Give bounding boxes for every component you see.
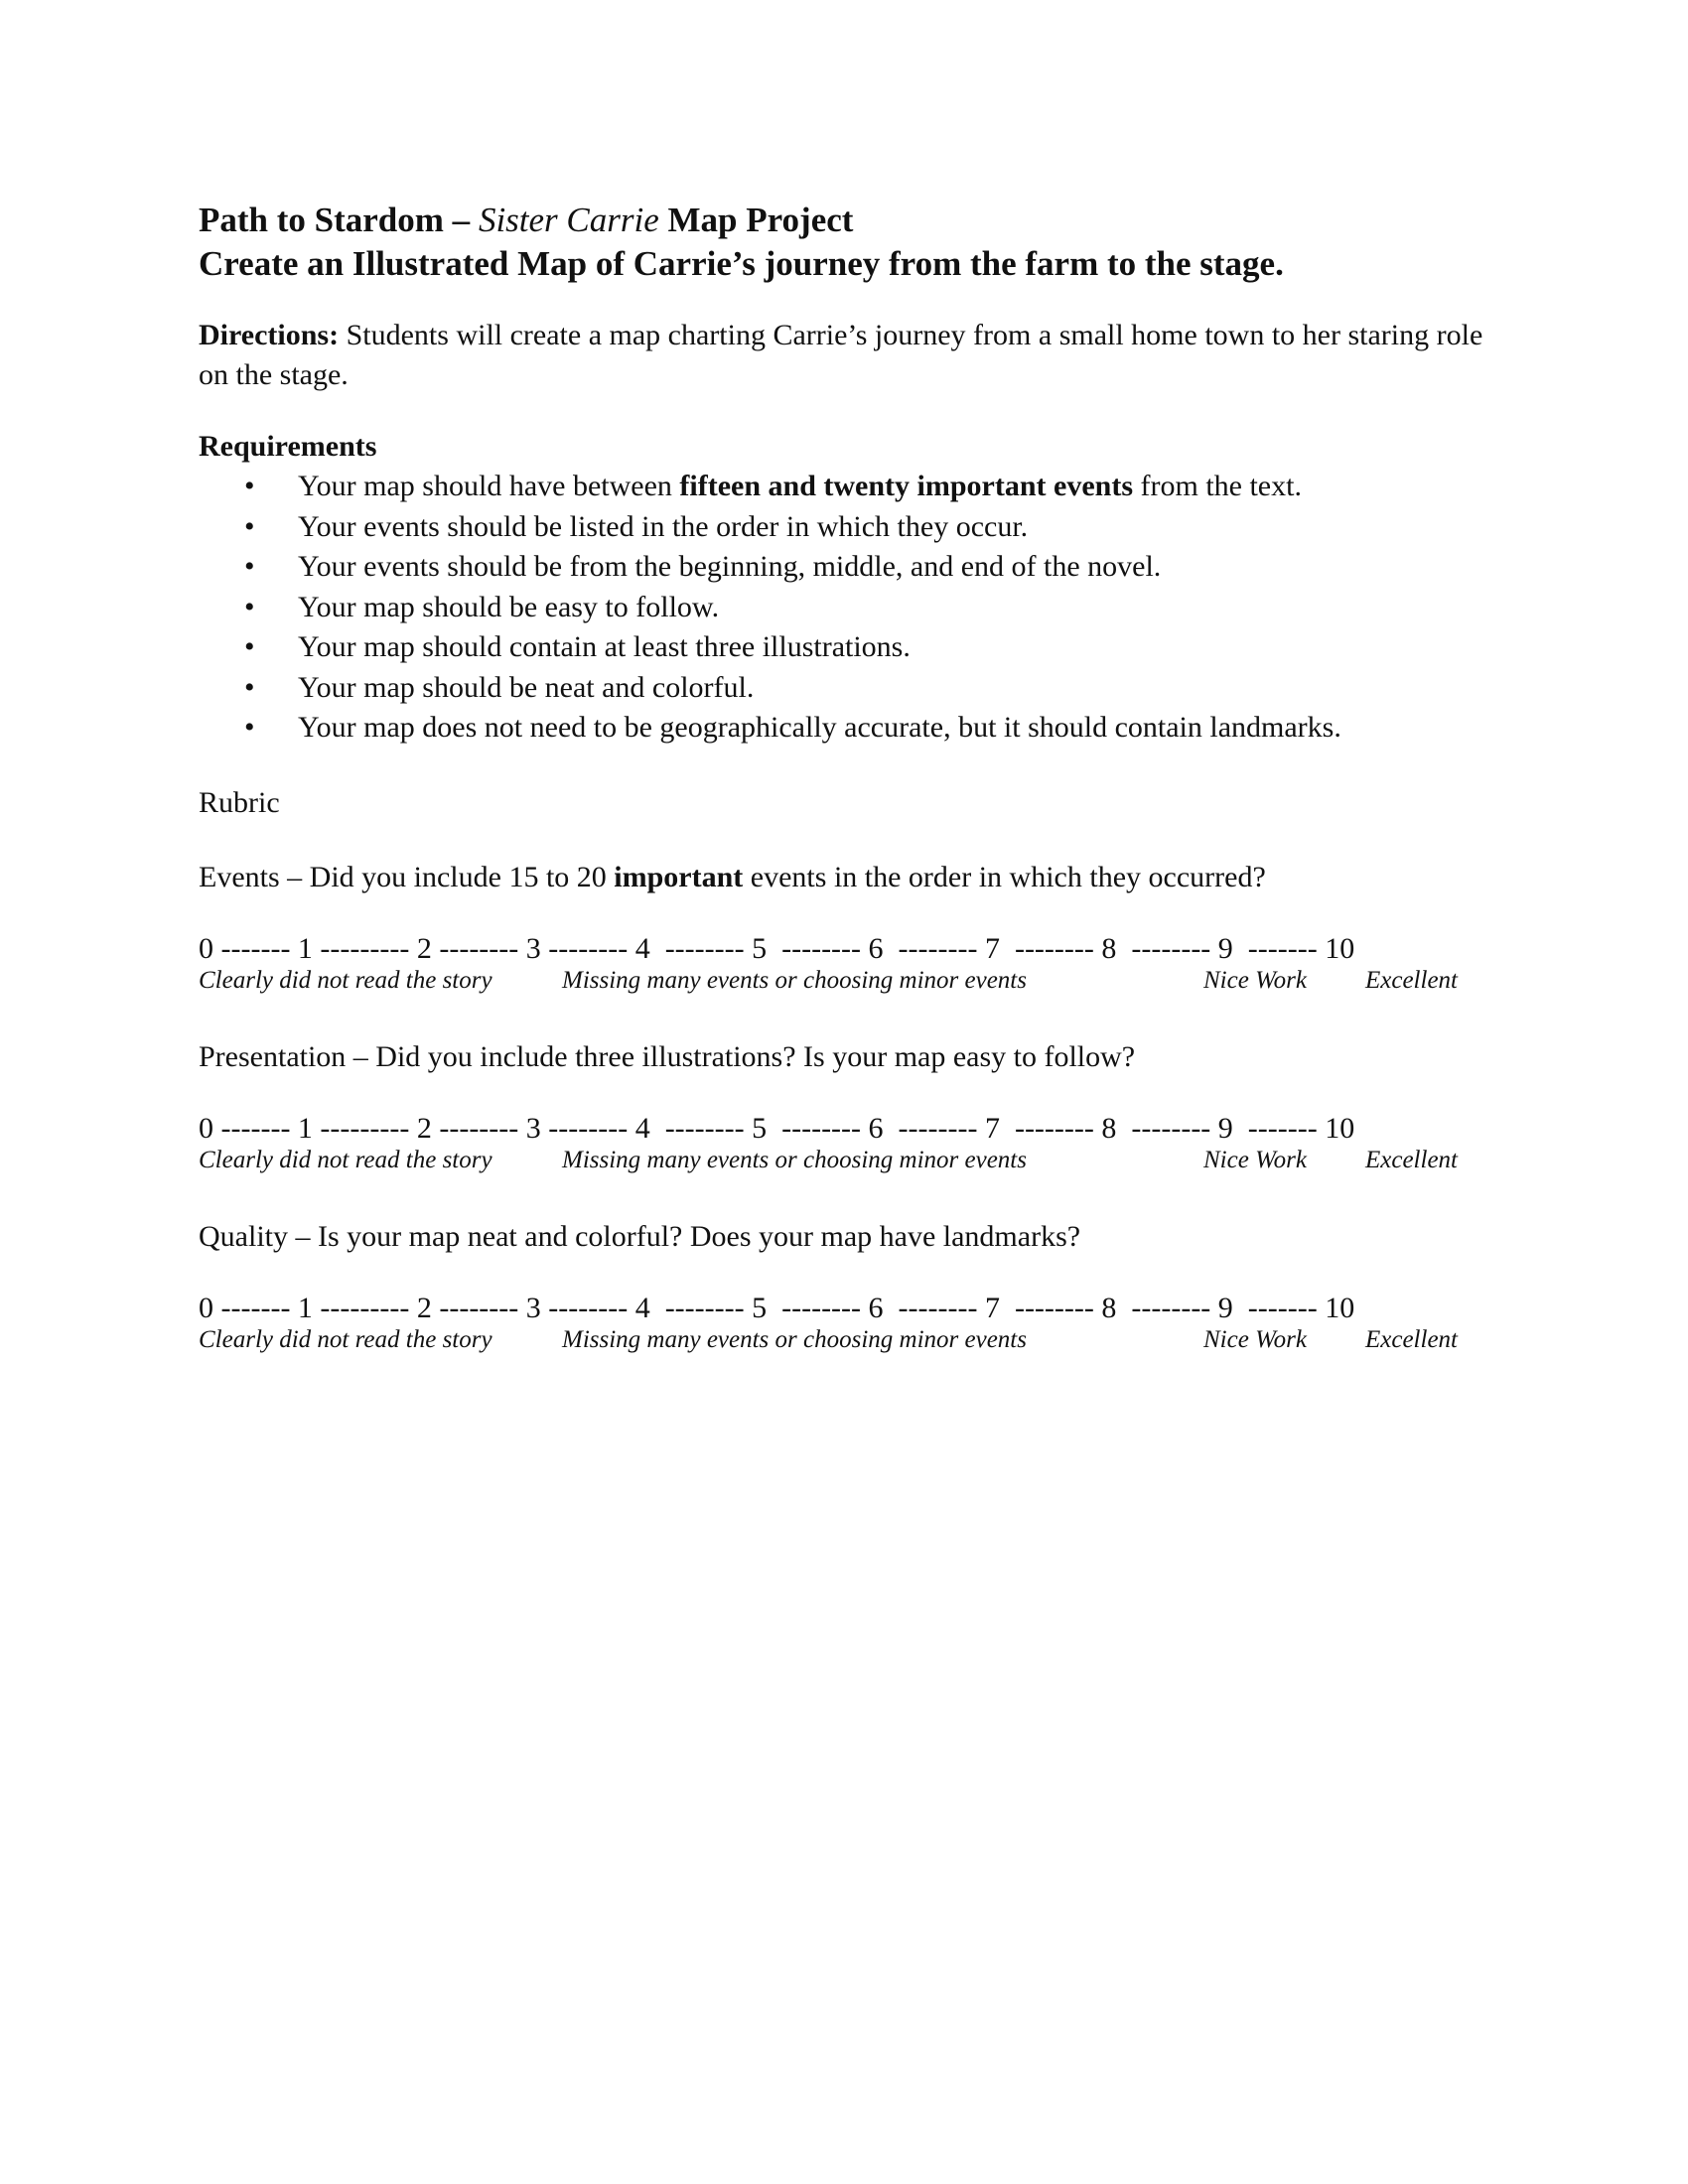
requirement-item: • Your map should be neat and colorful. [199, 668, 1489, 709]
directions-label: Directions: [199, 319, 340, 351]
directions-paragraph [199, 316, 1489, 395]
bullet-icon: • [244, 509, 255, 543]
presentation-question: Presentation – Did you include three illustrations? Is your map easy to follow? [199, 1039, 1136, 1073]
requirement-item: • Your map should be easy to follow. [199, 588, 1489, 628]
events-question: Events – Did you include 15 to 20 important events in the order in which they occurred? [199, 860, 1266, 893]
scale-label-mid: Missing many events or choosing minor events [562, 1146, 1027, 1173]
scale-label-excellent: Excellent [1365, 1146, 1458, 1173]
requirements-heading: Requirements [199, 430, 377, 463]
requirement-item: • Your map does not need to be geographically accurate, but it should contain landmarks. [199, 708, 1489, 749]
scale-label-nice: Nice Work [1203, 966, 1307, 994]
score-scale: 0 ------- 1 --------- 2 -------- 3 -------- 4 -------- 5 -------- 6 -------- 7 -------- 8 -------- 9 ------- 10 [199, 1291, 1355, 1324]
quality-question: Quality – Is your map neat and colorful? Does your map have landmarks? [199, 1219, 1081, 1253]
scale-label-low: Clearly did not read the story [199, 1146, 492, 1173]
bullet-icon: • [244, 470, 255, 502]
scale-label-mid: Missing many events or choosing minor events [562, 1325, 1027, 1353]
scale-label-low: Clearly did not read the story [199, 1325, 492, 1353]
quality-scale [199, 1291, 1489, 1362]
scale-label-nice: Nice Work [1203, 1325, 1307, 1353]
bullet-icon: • [244, 590, 255, 623]
requirement-item: • Your map should have between fifteen and twenty important events from the text. [199, 467, 1489, 507]
document-subtitle: Create an Illustrated Map of Carrie’s journey from the farm to the stage. [199, 244, 1284, 283]
bullet-icon: • [244, 711, 255, 744]
bullet-icon: • [244, 670, 255, 704]
presentation-scale [199, 1111, 1489, 1182]
requirement-item: • Your events should be listed in the order in which they occur. [199, 507, 1489, 548]
document-title: Path to Stardom – Sister Carrie Map Project [199, 201, 854, 239]
scale-labels [199, 1147, 1489, 1182]
requirement-item: • Your map should contain at least three illustrations. [199, 627, 1489, 668]
requirements-list [199, 467, 1489, 749]
score-scale: 0 ------- 1 --------- 2 -------- 3 -------- 4 -------- 5 -------- 6 -------- 7 -------- 8 -------- 9 ------- 10 [199, 1111, 1355, 1145]
novel-title: Sister Carrie [478, 201, 659, 239]
requirement-item: • Your events should be from the beginning, middle, and end of the novel. [199, 547, 1489, 588]
scale-label-mid: Missing many events or choosing minor events [562, 966, 1027, 994]
events-scale [199, 931, 1489, 1003]
directions-text: Students will create a map charting Carrie’s journey from a small home town to her staring role on the stage. [199, 319, 1483, 391]
document-page [199, 199, 1489, 1362]
bullet-icon: • [244, 550, 255, 583]
scale-labels [199, 1326, 1489, 1362]
rubric-label: Rubric [199, 785, 280, 819]
bullet-icon: • [244, 630, 255, 663]
scale-label-low: Clearly did not read the story [199, 966, 492, 994]
scale-label-excellent: Excellent [1365, 966, 1458, 994]
scale-label-excellent: Excellent [1365, 1325, 1458, 1353]
scale-label-nice: Nice Work [1203, 1146, 1307, 1173]
score-scale: 0 ------- 1 --------- 2 -------- 3 -------- 4 -------- 5 -------- 6 -------- 7 -------- 8 -------- 9 ------- 10 [199, 931, 1355, 965]
scale-labels [199, 967, 1489, 1003]
